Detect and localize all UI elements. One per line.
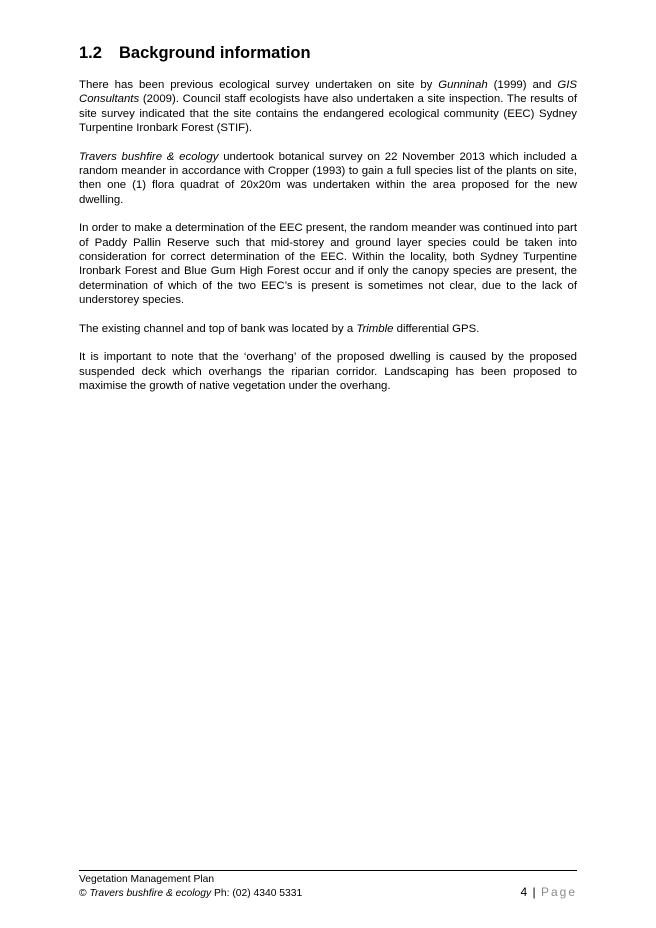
text-run: The existing channel and top of bank was located by a bbox=[79, 322, 357, 335]
body-text bbox=[79, 78, 577, 407]
page-number: 4 bbox=[520, 885, 528, 899]
paragraph-botanical-survey bbox=[79, 150, 577, 208]
footer-doc-title: Vegetation Management Plan bbox=[79, 874, 215, 885]
footer-info bbox=[79, 873, 302, 901]
text-run: There has been previous ecological survey undertaken on site by bbox=[79, 79, 439, 91]
paragraph-overhang bbox=[79, 350, 577, 393]
footer-phone: Ph: (02) 4340 5331 bbox=[211, 888, 303, 899]
text-run: (2009). Council staff ecologists have also undertaken a site inspection. The results of site survey indicated that the site contains the endangered ecological community (EEC) Sydney Turpentine Ironbark Forest (STIF). bbox=[79, 93, 577, 135]
italic-run: GIS Consultants bbox=[79, 79, 577, 106]
page-label: Page bbox=[540, 885, 577, 899]
text-run: undertook botanical survey on 22 November 2013 which included a random meander in accordance with Cropper (1993) to gain a full species list of the plants on site, then one (1) flora quadrat of 20x20m was undertaken within the area proposed for the new dwelling. bbox=[79, 150, 577, 206]
copyright-symbol: © bbox=[79, 888, 90, 899]
page-number-block bbox=[520, 885, 577, 899]
text-run: It is important to note that the ‘overhang’ of the proposed dwelling is caused by the proposed suspended deck which overhangs the riparian corridor. Landscaping has been proposed to maximise the growth of native vegetation under the overhang. bbox=[79, 351, 577, 392]
italic-run: Trimble bbox=[356, 322, 394, 335]
section-title: Background information bbox=[119, 44, 311, 62]
section-heading bbox=[79, 44, 311, 63]
text-run: differential GPS. bbox=[393, 322, 480, 335]
text-run: In order to make a determination of the EEC present, the random meander was continued into part of Paddy Pallin Reserve such that mid-storey and ground layer species could be taken into consideration for correct determination of the EEC. Within the locality, both Sydney Turpentine Ironbark Forest and Blue Gum High Forest occur and if only the canopy species are present, the determination of which of the two EEC’s is present is sometimes not clear, due to the lack of understorey species. bbox=[79, 222, 577, 307]
footer-contact bbox=[79, 887, 302, 901]
italic-run: Gunninah bbox=[438, 79, 488, 91]
section-number: 1.2 bbox=[79, 44, 102, 62]
paragraph-previous-surveys bbox=[79, 78, 577, 136]
text-run: (1999) and bbox=[487, 79, 558, 91]
footer-divider bbox=[79, 870, 577, 871]
paragraph-eec-determination bbox=[79, 221, 577, 307]
page-separator: | bbox=[532, 885, 536, 899]
footer-company: Travers bushfire & ecology bbox=[89, 888, 212, 899]
paragraph-gps bbox=[79, 322, 577, 336]
italic-run: Travers bushfire & ecology bbox=[79, 150, 219, 163]
